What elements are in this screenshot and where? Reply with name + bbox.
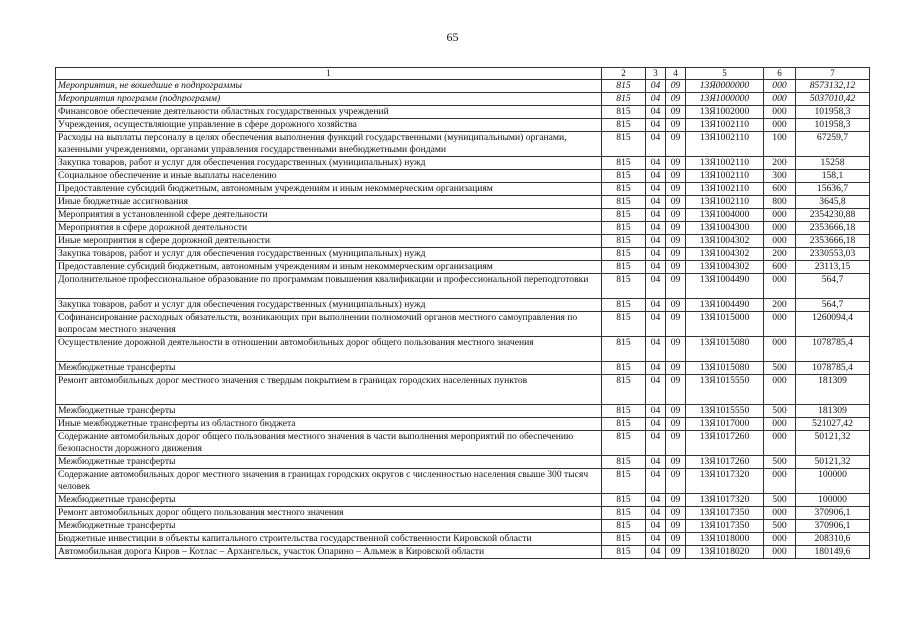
subsection-code: 09 <box>666 431 686 456</box>
amount-value: 2330553,03 <box>796 248 870 261</box>
column-header: 6 <box>764 68 796 80</box>
table-row <box>56 170 870 183</box>
section-code: 04 <box>646 157 666 170</box>
table-row <box>56 196 870 209</box>
subsection-code: 09 <box>666 299 686 312</box>
expense-type-code: 200 <box>764 299 796 312</box>
expense-type-code: 000 <box>764 546 796 559</box>
subsection-code: 09 <box>666 106 686 119</box>
grbs-code: 815 <box>602 119 646 132</box>
section-code: 04 <box>646 418 666 431</box>
expense-type-code: 100 <box>764 132 796 157</box>
subsection-code: 09 <box>666 546 686 559</box>
amount-value: 1078785,4 <box>796 362 870 375</box>
table-header-row <box>56 68 870 80</box>
table-row <box>56 533 870 546</box>
grbs-code: 815 <box>602 456 646 469</box>
row-name: Автомобильная дорога Киров – Котлас – Архангельск, участок Опарино – Альмеж в Кировской области <box>56 546 602 559</box>
table-row <box>56 418 870 431</box>
target-article-code: 13Я1004490 <box>686 299 764 312</box>
target-article-code: 13Я1004302 <box>686 248 764 261</box>
section-code: 04 <box>646 106 666 119</box>
row-name: Мероприятия программ (подпрограмм) <box>56 93 602 106</box>
page-number: 65 <box>446 30 459 44</box>
row-name: Софинансирование расходных обязательств, возникающих при выполнении полномочий органов местного самоуправления по вопросам местного значения <box>56 312 602 337</box>
subsection-code: 09 <box>666 209 686 222</box>
table-row <box>56 248 870 261</box>
target-article-code: 13Я1018020 <box>686 546 764 559</box>
target-article-code: 13Я1015550 <box>686 375 764 405</box>
section-code: 04 <box>646 248 666 261</box>
section-code: 04 <box>646 456 666 469</box>
table-row <box>56 494 870 507</box>
subsection-code: 09 <box>666 261 686 274</box>
target-article-code: 13Я0000000 <box>686 80 764 93</box>
subsection-code: 09 <box>666 170 686 183</box>
subsection-code: 09 <box>666 222 686 235</box>
expense-type-code: 000 <box>764 80 796 93</box>
amount-value: 158,1 <box>796 170 870 183</box>
expense-type-code: 600 <box>764 261 796 274</box>
amount-value: 564,7 <box>796 299 870 312</box>
table-row <box>56 469 870 494</box>
row-name: Иные межбюджетные трансферты из областного бюджета <box>56 418 602 431</box>
amount-value: 564,7 <box>796 274 870 299</box>
expense-type-code: 200 <box>764 157 796 170</box>
table-row <box>56 93 870 106</box>
amount-value: 181309 <box>796 405 870 418</box>
table-row <box>56 222 870 235</box>
expense-type-code: 000 <box>764 312 796 337</box>
section-code: 04 <box>646 362 666 375</box>
table-row <box>56 520 870 533</box>
row-name: Предоставление субсидий бюджетным, автономным учреждениям и иным некоммерческим организациям <box>56 183 602 196</box>
subsection-code: 09 <box>666 248 686 261</box>
row-name: Ремонт автомобильных дорог местного значения с твердым покрытием в границах городских населенных пунктов <box>56 375 602 405</box>
target-article-code: 13Я1004302 <box>686 235 764 248</box>
table-row <box>56 299 870 312</box>
amount-value: 1260094,4 <box>796 312 870 337</box>
amount-value: 23113,15 <box>796 261 870 274</box>
section-code: 04 <box>646 222 666 235</box>
row-name: Дополнительное профессиональное образование по программам повышения квалификации и профессиональной переподготовки <box>56 274 602 299</box>
row-name: Межбюджетные трансферты <box>56 520 602 533</box>
subsection-code: 09 <box>666 196 686 209</box>
section-code: 04 <box>646 375 666 405</box>
amount-value: 3645,8 <box>796 196 870 209</box>
amount-value: 180149,6 <box>796 546 870 559</box>
expense-type-code: 000 <box>764 375 796 405</box>
expense-type-code: 500 <box>764 405 796 418</box>
subsection-code: 09 <box>666 520 686 533</box>
expense-type-code: 000 <box>764 337 796 362</box>
target-article-code: 13Я1017000 <box>686 418 764 431</box>
section-code: 04 <box>646 170 666 183</box>
section-code: 04 <box>646 196 666 209</box>
section-code: 04 <box>646 431 666 456</box>
target-article-code: 13Я1015080 <box>686 337 764 362</box>
subsection-code: 09 <box>666 494 686 507</box>
column-header: 1 <box>56 68 602 80</box>
target-article-code: 13Я1002110 <box>686 183 764 196</box>
section-code: 04 <box>646 337 666 362</box>
row-name: Содержание автомобильных дорог местного значения в границах городских округов с численностью населения свыше 300 тысяч человек <box>56 469 602 494</box>
subsection-code: 09 <box>666 337 686 362</box>
row-name: Мероприятия в сфере дорожной деятельности <box>56 222 602 235</box>
section-code: 04 <box>646 119 666 132</box>
table-body <box>56 80 870 559</box>
subsection-code: 09 <box>666 533 686 546</box>
table-row <box>56 106 870 119</box>
target-article-code: 13Я1018000 <box>686 533 764 546</box>
subsection-code: 09 <box>666 274 686 299</box>
subsection-code: 09 <box>666 93 686 106</box>
expense-type-code: 000 <box>764 222 796 235</box>
row-name: Социальное обеспечение и иные выплаты населению <box>56 170 602 183</box>
expense-type-code: 000 <box>764 418 796 431</box>
grbs-code: 815 <box>602 157 646 170</box>
target-article-code: 13Я1017350 <box>686 507 764 520</box>
target-article-code: 13Я1015000 <box>686 312 764 337</box>
table-row <box>56 312 870 337</box>
budget-table <box>55 67 870 559</box>
table-row <box>56 337 870 362</box>
amount-value: 15636,7 <box>796 183 870 196</box>
target-article-code: 13Я1002110 <box>686 157 764 170</box>
grbs-code: 815 <box>602 418 646 431</box>
section-code: 04 <box>646 507 666 520</box>
subsection-code: 09 <box>666 132 686 157</box>
target-article-code: 13Я1002110 <box>686 170 764 183</box>
expense-type-code: 000 <box>764 469 796 494</box>
row-name: Расходы на выплаты персоналу в целях обеспечения выполнения функций государственными (муниципальными) органами, казенными учреждениями, органами управления государственными внебюджетными фондами <box>56 132 602 157</box>
amount-value: 521027,42 <box>796 418 870 431</box>
amount-value: 8573132,12 <box>796 80 870 93</box>
target-article-code: 13Я1002000 <box>686 106 764 119</box>
amount-value: 50121,32 <box>796 431 870 456</box>
expense-type-code: 000 <box>764 431 796 456</box>
table-row <box>56 507 870 520</box>
expense-type-code: 000 <box>764 235 796 248</box>
grbs-code: 815 <box>602 274 646 299</box>
grbs-code: 815 <box>602 132 646 157</box>
grbs-code: 815 <box>602 170 646 183</box>
target-article-code: 13Я1017350 <box>686 520 764 533</box>
table-row <box>56 119 870 132</box>
subsection-code: 09 <box>666 235 686 248</box>
grbs-code: 815 <box>602 362 646 375</box>
target-article-code: 13Я1004490 <box>686 274 764 299</box>
table-row <box>56 431 870 456</box>
section-code: 04 <box>646 235 666 248</box>
subsection-code: 09 <box>666 183 686 196</box>
target-article-code: 13Я1017320 <box>686 469 764 494</box>
target-article-code: 13Я1017320 <box>686 494 764 507</box>
amount-value: 2353666,18 <box>796 222 870 235</box>
amount-value: 101958,3 <box>796 119 870 132</box>
table-row <box>56 274 870 299</box>
grbs-code: 815 <box>602 375 646 405</box>
row-name: Закупка товаров, работ и услуг для обеспечения государственных (муниципальных) нужд <box>56 248 602 261</box>
expense-type-code: 600 <box>764 183 796 196</box>
subsection-code: 09 <box>666 80 686 93</box>
row-name: Мероприятия в установленной сфере деятельности <box>56 209 602 222</box>
section-code: 04 <box>646 494 666 507</box>
subsection-code: 09 <box>666 157 686 170</box>
row-name: Осуществление дорожной деятельности в отношении автомобильных дорог общего пользования местного значения <box>56 337 602 362</box>
row-name: Иные бюджетные ассигнования <box>56 196 602 209</box>
expense-type-code: 000 <box>764 209 796 222</box>
amount-value: 370906,1 <box>796 507 870 520</box>
grbs-code: 815 <box>602 507 646 520</box>
expense-type-code: 200 <box>764 248 796 261</box>
amount-value: 370906,1 <box>796 520 870 533</box>
expense-type-code: 500 <box>764 456 796 469</box>
grbs-code: 815 <box>602 312 646 337</box>
row-name: Мероприятия, не вошедшие в подпрограммы <box>56 80 602 93</box>
row-name: Межбюджетные трансферты <box>56 456 602 469</box>
target-article-code: 13Я1002110 <box>686 119 764 132</box>
subsection-code: 09 <box>666 405 686 418</box>
section-code: 04 <box>646 183 666 196</box>
target-article-code: 13Я1015080 <box>686 362 764 375</box>
row-name: Закупка товаров, работ и услуг для обеспечения государственных (муниципальных) нужд <box>56 157 602 170</box>
row-name: Финансовое обеспечение деятельности областных государственных учреждений <box>56 106 602 119</box>
section-code: 04 <box>646 405 666 418</box>
row-name: Ремонт автомобильных дорог общего пользования местного значения <box>56 507 602 520</box>
row-name: Бюджетные инвестиции в объекты капитального строительства государственной собственности Кировской области <box>56 533 602 546</box>
subsection-code: 09 <box>666 362 686 375</box>
table-row <box>56 80 870 93</box>
amount-value: 100000 <box>796 494 870 507</box>
grbs-code: 815 <box>602 299 646 312</box>
expense-type-code: 000 <box>764 106 796 119</box>
column-header: 4 <box>666 68 686 80</box>
column-header: 2 <box>602 68 646 80</box>
grbs-code: 815 <box>602 93 646 106</box>
expense-type-code: 800 <box>764 196 796 209</box>
table-row <box>56 183 870 196</box>
row-name: Иные мероприятия в сфере дорожной деятельности <box>56 235 602 248</box>
amount-value: 50121,32 <box>796 456 870 469</box>
amount-value: 15258 <box>796 157 870 170</box>
grbs-code: 815 <box>602 546 646 559</box>
grbs-code: 815 <box>602 533 646 546</box>
row-name: Межбюджетные трансферты <box>56 494 602 507</box>
subsection-code: 09 <box>666 469 686 494</box>
table-row <box>56 405 870 418</box>
row-name: Предоставление субсидий бюджетным, автономным учреждениям и иным некоммерческим организациям <box>56 261 602 274</box>
grbs-code: 815 <box>602 209 646 222</box>
section-code: 04 <box>646 546 666 559</box>
subsection-code: 09 <box>666 456 686 469</box>
target-article-code: 13Я1000000 <box>686 93 764 106</box>
target-article-code: 13Я1004300 <box>686 222 764 235</box>
grbs-code: 815 <box>602 494 646 507</box>
expense-type-code: 000 <box>764 274 796 299</box>
target-article-code: 13Я1002110 <box>686 196 764 209</box>
grbs-code: 815 <box>602 235 646 248</box>
subsection-code: 09 <box>666 375 686 405</box>
expense-type-code: 000 <box>764 507 796 520</box>
amount-value: 2354230,88 <box>796 209 870 222</box>
subsection-code: 09 <box>666 418 686 431</box>
row-name: Учреждения, осуществляющие управление в сфере дорожного хозяйства <box>56 119 602 132</box>
table-row <box>56 546 870 559</box>
amount-value: 2353666,18 <box>796 235 870 248</box>
row-name: Межбюджетные трансферты <box>56 405 602 418</box>
row-name: Содержание автомобильных дорог общего пользования местного значения в части выполнения мероприятий по обеспечению безопасности дорожного движения <box>56 431 602 456</box>
amount-value: 1078785,4 <box>796 337 870 362</box>
column-header: 7 <box>796 68 870 80</box>
amount-value: 100000 <box>796 469 870 494</box>
amount-value: 5037010,42 <box>796 93 870 106</box>
grbs-code: 815 <box>602 337 646 362</box>
section-code: 04 <box>646 261 666 274</box>
grbs-code: 815 <box>602 222 646 235</box>
amount-value: 67259,7 <box>796 132 870 157</box>
expense-type-code: 000 <box>764 119 796 132</box>
grbs-code: 815 <box>602 248 646 261</box>
target-article-code: 13Я1017260 <box>686 456 764 469</box>
subsection-code: 09 <box>666 312 686 337</box>
section-code: 04 <box>646 80 666 93</box>
table-row <box>56 261 870 274</box>
expense-type-code: 500 <box>764 362 796 375</box>
expense-type-code: 300 <box>764 170 796 183</box>
row-name: Закупка товаров, работ и услуг для обеспечения государственных (муниципальных) нужд <box>56 299 602 312</box>
section-code: 04 <box>646 299 666 312</box>
grbs-code: 815 <box>602 106 646 119</box>
table-row <box>56 362 870 375</box>
table-row <box>56 209 870 222</box>
section-code: 04 <box>646 209 666 222</box>
expense-type-code: 000 <box>764 93 796 106</box>
table-row <box>56 132 870 157</box>
section-code: 04 <box>646 274 666 299</box>
grbs-code: 815 <box>602 80 646 93</box>
target-article-code: 13Я1017260 <box>686 431 764 456</box>
column-header: 3 <box>646 68 666 80</box>
amount-value: 181309 <box>796 375 870 405</box>
section-code: 04 <box>646 533 666 546</box>
amount-value: 208310,6 <box>796 533 870 546</box>
target-article-code: 13Я1015550 <box>686 405 764 418</box>
column-header: 5 <box>686 68 764 80</box>
amount-value: 101958,3 <box>796 106 870 119</box>
section-code: 04 <box>646 132 666 157</box>
grbs-code: 815 <box>602 431 646 456</box>
subsection-code: 09 <box>666 507 686 520</box>
grbs-code: 815 <box>602 405 646 418</box>
table-row <box>56 235 870 248</box>
grbs-code: 815 <box>602 261 646 274</box>
expense-type-code: 500 <box>764 494 796 507</box>
expense-type-code: 000 <box>764 533 796 546</box>
grbs-code: 815 <box>602 520 646 533</box>
table-row <box>56 456 870 469</box>
subsection-code: 09 <box>666 119 686 132</box>
grbs-code: 815 <box>602 183 646 196</box>
table-row <box>56 375 870 405</box>
target-article-code: 13Я1002110 <box>686 132 764 157</box>
table-row <box>56 157 870 170</box>
target-article-code: 13Я1004000 <box>686 209 764 222</box>
grbs-code: 815 <box>602 469 646 494</box>
section-code: 04 <box>646 93 666 106</box>
section-code: 04 <box>646 312 666 337</box>
target-article-code: 13Я1004302 <box>686 261 764 274</box>
expense-type-code: 500 <box>764 520 796 533</box>
section-code: 04 <box>646 520 666 533</box>
row-name: Межбюджетные трансферты <box>56 362 602 375</box>
section-code: 04 <box>646 469 666 494</box>
grbs-code: 815 <box>602 196 646 209</box>
